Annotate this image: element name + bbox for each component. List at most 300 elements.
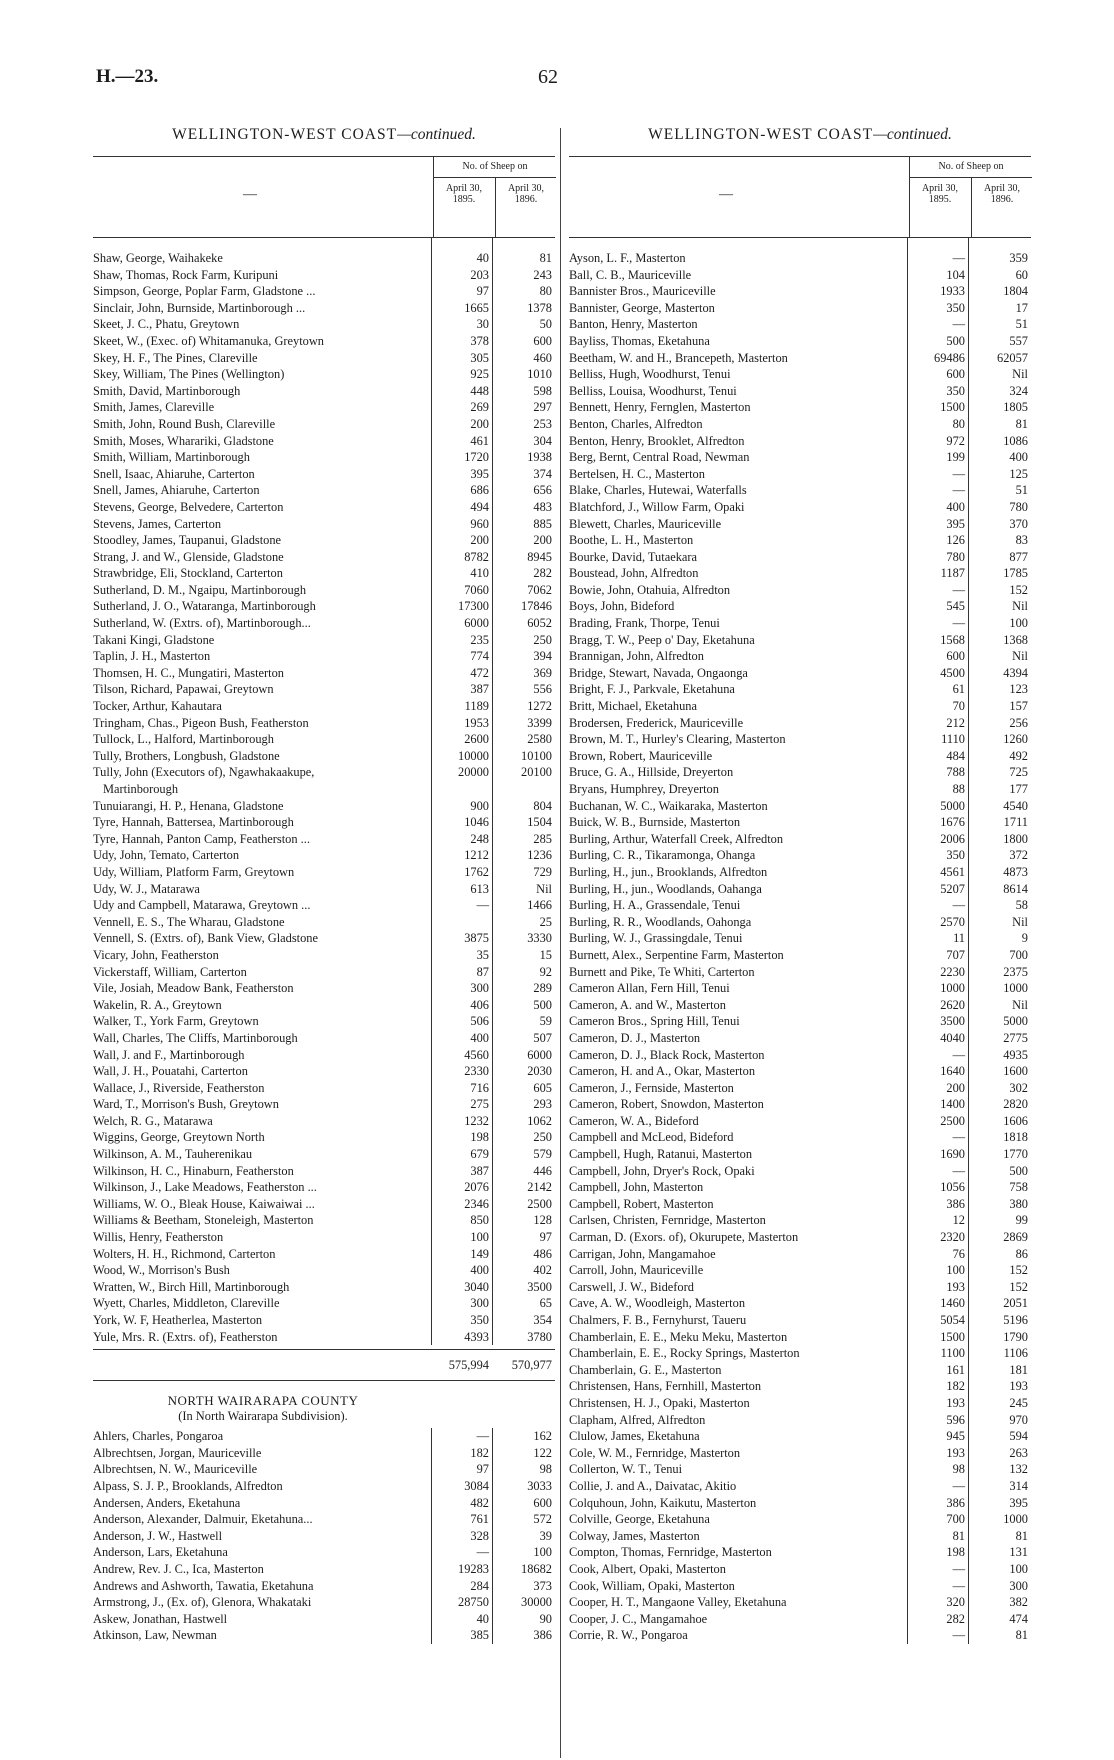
owner-name: Wall, J. H., Pouatahi, Carterton — [93, 1064, 248, 1079]
owner-name: Cameron Bros., Spring Hill, Tenui — [569, 1014, 740, 1029]
owner-name: Sutherland, W. (Extrs. of), Martinborough... — [93, 616, 311, 631]
owner-name: Vennell, E. S., The Wharau, Gladstone — [93, 914, 285, 929]
owner-name: Brown, Robert, Mauriceville — [569, 748, 713, 763]
owner-name: Banton, Henry, Masterton — [569, 317, 698, 332]
owner-name: Wood, W., Morrison's Bush — [93, 1263, 230, 1278]
sheep-1895: 679 — [470, 1147, 489, 1162]
sheep-1896: 193 — [1009, 1379, 1028, 1394]
sheep-1896: 474 — [1009, 1611, 1028, 1626]
sheep-1896: 200 — [533, 533, 552, 548]
sheep-1896: 372 — [1009, 848, 1028, 863]
sheep-1896: 500 — [1009, 1163, 1028, 1178]
left-table-body — [93, 238, 555, 1345]
table-row — [93, 366, 555, 383]
sheep-1896: 1600 — [1003, 1064, 1028, 1079]
owner-name: Burnett, Alex., Serpentine Farm, Masterton — [569, 947, 784, 962]
owner-name: Bertelsen, H. C., Masterton — [569, 466, 705, 481]
table-row — [93, 267, 555, 284]
sheep-1895: — — [952, 1047, 965, 1062]
table-row — [93, 964, 555, 981]
sheep-1896: 1272 — [527, 699, 552, 714]
owner-name: Snell, James, Ahiaruhe, Carterton — [93, 483, 260, 498]
table-row — [569, 698, 1031, 715]
sheep-1895: 600 — [946, 367, 965, 382]
sheep-1896: 1818 — [1003, 1130, 1028, 1145]
table-row — [93, 532, 555, 549]
owner-name: Campbell and McLeod, Bideford — [569, 1130, 734, 1145]
table-row — [569, 1113, 1031, 1130]
sheep-1895: — — [952, 1578, 965, 1593]
sheep-1896: 65 — [539, 1296, 552, 1311]
sheep-1896: 50 — [539, 317, 552, 332]
table-row — [93, 449, 555, 466]
table-row — [93, 549, 555, 566]
table-row — [93, 582, 555, 599]
owner-name: Brodersen, Frederick, Mauriceville — [569, 715, 744, 730]
sheep-1896: 2375 — [1003, 964, 1028, 979]
owner-name: Collie, J. and A., Daivatac, Akitio — [569, 1478, 737, 1493]
owner-name: Berg, Bernt, Central Road, Newman — [569, 450, 750, 465]
owner-name: Collerton, W. T., Tenui — [569, 1462, 683, 1477]
sheep-1895: 400 — [470, 1030, 489, 1045]
table-row — [93, 698, 555, 715]
sheep-1895: 4560 — [464, 1047, 489, 1062]
owner-name: Walker, T., York Farm, Greytown — [93, 1014, 259, 1029]
owner-name: Sutherland, J. O., Wataranga, Martinborough — [93, 599, 316, 614]
sheep-1896: 1938 — [527, 450, 552, 465]
sheep-1896: 2869 — [1003, 1230, 1028, 1245]
table-row — [93, 598, 555, 615]
owner-name: Cole, W. M., Fernridge, Masterton — [569, 1445, 741, 1460]
sheep-1896: 1466 — [527, 898, 552, 913]
sheep-1896: Nil — [1012, 599, 1028, 614]
sheep-1895: 2570 — [940, 914, 965, 929]
owner-name: Wall, Charles, The Cliffs, Martinborough — [93, 1030, 298, 1045]
owner-name: Cook, William, Opaki, Masterton — [569, 1578, 735, 1593]
table-row — [93, 1528, 555, 1545]
sheep-1895: 400 — [946, 499, 965, 514]
sheep-1896: 17846 — [521, 599, 552, 614]
sheep-1896: 99 — [1015, 1213, 1028, 1228]
sheep-1895: 1953 — [464, 715, 489, 730]
table-row — [569, 598, 1031, 615]
header-dash: — — [243, 187, 257, 202]
sheep-1896: 605 — [533, 1080, 552, 1095]
left-table-header — [93, 156, 555, 238]
sheep-1896: 51 — [1015, 483, 1028, 498]
sheep-1895: 300 — [470, 1296, 489, 1311]
col-1895-header: April 30, 1895. — [921, 183, 959, 205]
sheep-1896: 245 — [1009, 1395, 1028, 1410]
sheep-1895: 275 — [470, 1097, 489, 1112]
table-row — [569, 1378, 1031, 1395]
sheep-1895: 4040 — [940, 1030, 965, 1045]
table-row — [93, 1295, 555, 1312]
col-1896-header: April 30, 1896. — [971, 177, 1032, 237]
table-row — [93, 283, 555, 300]
sheep-1896: 4873 — [1003, 864, 1028, 879]
owner-name: Christensen, H. J., Opaki, Masterton — [569, 1395, 750, 1410]
owner-name: Tully, Brothers, Longbush, Gladstone — [93, 748, 280, 763]
sheep-1896: 81 — [1015, 1528, 1028, 1543]
table-row — [569, 1578, 1031, 1595]
owner-name: Shaw, Thomas, Rock Farm, Kuripuni — [93, 267, 279, 282]
sheep-1895: 506 — [470, 1014, 489, 1029]
owner-name: Shaw, George, Waihakeke — [93, 251, 223, 265]
sheep-1895: 972 — [946, 433, 965, 448]
sheep-1896: 1062 — [527, 1113, 552, 1128]
page-number: 62 — [538, 66, 558, 88]
sheep-1896: 8614 — [1003, 881, 1028, 896]
sheep-1895: 3040 — [464, 1279, 489, 1294]
table-row — [93, 383, 555, 400]
table-row — [93, 1113, 555, 1130]
owner-name: Compton, Thomas, Fernridge, Masterton — [569, 1545, 772, 1560]
table-row — [93, 482, 555, 499]
left-column — [93, 126, 555, 1644]
owner-name: Tocker, Arthur, Kahautara — [93, 699, 222, 714]
sheep-1895: 182 — [470, 1445, 489, 1460]
sheep-1895: 1400 — [940, 1097, 965, 1112]
sheep-1896: 600 — [533, 333, 552, 348]
table-row — [569, 1262, 1031, 1279]
section-subtitle: (In North Wairarapa Subdivision). — [178, 1409, 348, 1424]
sheep-1895: 780 — [946, 549, 965, 564]
sheep-1896: 263 — [1009, 1445, 1028, 1460]
table-row — [569, 433, 1031, 450]
sheep-1895: 945 — [946, 1429, 965, 1444]
owner-name: Boustead, John, Alfredton — [569, 566, 699, 581]
sheep-1895: 28750 — [458, 1595, 489, 1610]
owner-name: Vile, Josiah, Meadow Bank, Featherston — [93, 981, 294, 996]
owner-name: Armstrong, J., (Ex. of), Glenora, Whakataki — [93, 1595, 312, 1610]
sheep-1895: 387 — [470, 1163, 489, 1178]
owner-name: Cameron Allan, Fern Hill, Tenui — [569, 981, 730, 996]
sheep-1896: 656 — [533, 483, 552, 498]
sheep-1895: 104 — [946, 267, 965, 282]
sheep-1896: 380 — [1009, 1196, 1028, 1211]
table-row — [569, 1461, 1031, 1478]
sheep-1896: 100 — [533, 1545, 552, 1560]
sheep-1896: 152 — [1009, 1263, 1028, 1278]
sheep-1896: 700 — [1009, 947, 1028, 962]
sheep-1896: 2030 — [527, 1064, 552, 1079]
sheep-1896: 9 — [1021, 931, 1028, 946]
sheep-1895: 193 — [946, 1279, 965, 1294]
sheep-1895: 494 — [470, 499, 489, 514]
table-row — [569, 715, 1031, 732]
sheep-1895: 406 — [470, 997, 489, 1012]
sheep-1896: 780 — [1009, 499, 1028, 514]
sheep-1896: 1804 — [1003, 284, 1028, 299]
sheep-1895: 203 — [470, 267, 489, 282]
table-row — [569, 881, 1031, 898]
sheep-1896: Nil — [1012, 649, 1028, 664]
sheep-1896: 400 — [1009, 450, 1028, 465]
owner-name: Willis, Henry, Featherston — [93, 1230, 224, 1245]
table-row — [93, 715, 555, 732]
total-1896: 570,977 — [511, 1358, 552, 1373]
sheep-1895: 3084 — [464, 1478, 489, 1493]
sheep-1895: 1100 — [940, 1346, 965, 1361]
table-row — [569, 798, 1031, 815]
table-row — [569, 764, 1031, 781]
sheep-1895: 900 — [470, 798, 489, 813]
table-row — [569, 1295, 1031, 1312]
sheep-1896: 370 — [1009, 516, 1028, 531]
owner-name: Albrechtsen, Jorgan, Mauriceville — [93, 1445, 262, 1460]
owner-name: Bright, F. J., Parkvale, Eketahuna — [569, 682, 735, 697]
sheep-1896: 152 — [1009, 582, 1028, 597]
sheep-1896: 572 — [533, 1512, 552, 1527]
sheep-1895: 386 — [946, 1495, 965, 1510]
table-row — [93, 1561, 555, 1578]
table-row — [93, 847, 555, 864]
sheep-1895: 686 — [470, 483, 489, 498]
table-row — [569, 1080, 1031, 1097]
sheep-1895: 2346 — [464, 1196, 489, 1211]
sheep-1895: 328 — [470, 1528, 489, 1543]
sheep-1895: 378 — [470, 333, 489, 348]
owner-name: Askew, Jonathan, Hastwell — [93, 1611, 228, 1626]
owner-name: Strawbridge, Eli, Stockland, Carterton — [93, 566, 283, 581]
sheep-1895: 395 — [946, 516, 965, 531]
sheep-1896: 81 — [1015, 1628, 1028, 1643]
owner-name: Smith, William, Martinborough — [93, 450, 250, 465]
table-row — [569, 1362, 1031, 1379]
sheep-1895: 1189 — [464, 699, 489, 714]
table-row — [93, 350, 555, 367]
owner-name: Udy, W. J., Matarawa — [93, 881, 200, 896]
sheep-1896: 162 — [533, 1429, 552, 1444]
table-row — [569, 897, 1031, 914]
table-row — [569, 1312, 1031, 1329]
owner-name: Tullock, L., Halford, Martinborough — [93, 732, 274, 747]
table-row — [569, 648, 1031, 665]
sheep-1896: 132 — [1009, 1462, 1028, 1477]
sheep-1896: 253 — [533, 416, 552, 431]
owner-name: Smith, John, Round Bush, Clareville — [93, 416, 276, 431]
owner-name: Anderson, Alexander, Dalmuir, Eketahuna... — [93, 1512, 313, 1527]
sheep-1895: 1762 — [464, 864, 489, 879]
owner-name: Alpass, S. J. P., Brooklands, Alfredton — [93, 1478, 283, 1493]
sheep-1895: 4561 — [940, 864, 965, 879]
sheep-1895: 707 — [946, 947, 965, 962]
table-row — [569, 665, 1031, 682]
owner-name: Sutherland, D. M., Ngaipu, Martinborough — [93, 582, 307, 597]
right-column-title: WELLINGTON-WEST COAST—continued. — [648, 126, 952, 143]
owner-name: Brading, Frank, Thorpe, Tenui — [569, 616, 720, 631]
table-row — [93, 1196, 555, 1213]
sheep-1895: 484 — [946, 748, 965, 763]
table-row — [93, 1478, 555, 1495]
table-row — [569, 864, 1031, 881]
owner-name: Skey, H. F., The Pines, Clareville — [93, 350, 258, 365]
owner-name: Boys, John, Bideford — [569, 599, 675, 614]
sheep-1896: 304 — [533, 433, 552, 448]
sheep-1896: Nil — [536, 881, 552, 896]
owner-name: Bragg, T. W., Peep o' Day, Eketahuna — [569, 632, 755, 647]
owner-name: Vennell, S. (Extrs. of), Bank View, Gladstone — [93, 931, 319, 946]
table-row — [569, 316, 1031, 333]
owner-name: Wall, J. and F., Martinborough — [93, 1047, 245, 1062]
sheep-1896: 3399 — [527, 715, 552, 730]
sheep-1896: 1010 — [527, 367, 552, 382]
table-row — [93, 1329, 555, 1346]
table-row — [93, 632, 555, 649]
sheep-1896: 256 — [1009, 715, 1028, 730]
table-row — [93, 1163, 555, 1180]
owner-name: York, W. F, Heatherlea, Masterton — [93, 1313, 263, 1327]
table-row — [93, 1445, 555, 1462]
table-row — [569, 914, 1031, 931]
sheep-1896: 157 — [1009, 699, 1028, 714]
sheep-1896: 2820 — [1003, 1097, 1028, 1112]
sheep-1896: 1805 — [1003, 400, 1028, 415]
column-divider — [560, 128, 561, 1758]
sheep-1896: 98 — [539, 1462, 552, 1477]
sheep-1896: 386 — [533, 1628, 552, 1643]
sheep-1895: 100 — [946, 1263, 965, 1278]
sheep-1896: 1368 — [1003, 632, 1028, 647]
sheep-1896: 446 — [533, 1163, 552, 1178]
table-row — [569, 1412, 1031, 1429]
sheep-1896: 59 — [539, 1014, 552, 1029]
table-row — [93, 1080, 555, 1097]
owner-name: Benton, Henry, Brooklet, Alfredton — [569, 433, 745, 448]
owner-name: Taplin, J. H., Masterton — [93, 649, 211, 664]
sheep-1895: 80 — [952, 416, 965, 431]
sheep-1895: — — [476, 898, 489, 913]
sheep-1896: 1000 — [1003, 981, 1028, 996]
total-1895: 575,994 — [448, 1358, 489, 1373]
table-row — [93, 1030, 555, 1047]
table-row — [93, 648, 555, 665]
sheep-1895: 69486 — [934, 350, 965, 365]
sheep-1895: 1460 — [940, 1296, 965, 1311]
sheep-1896: 486 — [533, 1246, 552, 1261]
table-row — [93, 565, 555, 582]
sheep-1895: 19283 — [458, 1561, 489, 1576]
sheep-1895: 3500 — [940, 1014, 965, 1029]
sheep-1896: 81 — [1015, 416, 1028, 431]
owner-name: Skey, William, The Pines (Wellington) — [93, 367, 285, 382]
table-row — [93, 1063, 555, 1080]
sheep-1895: 98 — [952, 1462, 965, 1477]
owner-name: Ball, C. B., Mauriceville — [569, 267, 692, 282]
sheep-1895: — — [952, 1478, 965, 1493]
sheep-1896: 86 — [1015, 1246, 1028, 1261]
owner-name: Buick, W. B., Burnside, Masterton — [569, 815, 741, 830]
sheep-1895: 1690 — [940, 1147, 965, 1162]
owner-name: Simpson, George, Poplar Farm, Gladstone ... — [93, 284, 316, 299]
table-row — [93, 300, 555, 317]
sheep-1895: — — [952, 582, 965, 597]
sheep-1895: 395 — [470, 466, 489, 481]
owner-name: Belliss, Louisa, Woodhurst, Tenui — [569, 383, 737, 398]
sheep-1896: 369 — [533, 665, 552, 680]
sheep-1895: 97 — [476, 1462, 489, 1477]
owner-name: Vickerstaff, William, Carterton — [93, 964, 247, 979]
sheep-1895: 2500 — [940, 1113, 965, 1128]
sheep-1895: 600 — [946, 649, 965, 664]
table-row — [569, 1544, 1031, 1561]
owner-name: Christensen, Hans, Fernhill, Masterton — [569, 1379, 762, 1394]
sheep-1896: 594 — [1009, 1429, 1028, 1444]
table-row — [93, 1544, 555, 1561]
owner-name: Burling, R. R., Woodlands, Oahonga — [569, 914, 752, 929]
sheep-1895: 400 — [470, 1263, 489, 1278]
owner-name: Bayliss, Thomas, Eketahuna — [569, 333, 710, 348]
sheep-1896: 100 — [1009, 1561, 1028, 1576]
sheep-1896: 2580 — [527, 732, 552, 747]
sheep-1896: 25 — [539, 914, 552, 929]
table-row — [569, 947, 1031, 964]
table-row — [93, 980, 555, 997]
owner-name: Wallace, J., Riverside, Featherston — [93, 1080, 265, 1095]
sheep-1896: 51 — [1015, 317, 1028, 332]
owner-name: Benton, Charles, Alfredton — [569, 416, 703, 431]
sheep-1896: 62057 — [997, 350, 1028, 365]
owner-name: Carswell, J. W., Bideford — [569, 1279, 694, 1294]
sheep-1895: — — [952, 1163, 965, 1178]
owner-name: Burling, W. J., Grassingdale, Tenui — [569, 931, 743, 946]
owner-name: Chalmers, F. B., Fernyhurst, Taueru — [569, 1313, 747, 1327]
sheep-1895: 8782 — [464, 549, 489, 564]
table-row — [569, 1345, 1031, 1362]
sheep-1895: 193 — [946, 1395, 965, 1410]
owner-name: Bourke, David, Tutaekara — [569, 549, 698, 564]
sheep-1896: 1711 — [1003, 815, 1028, 830]
sheep-1896: 394 — [533, 649, 552, 664]
table-row — [569, 565, 1031, 582]
table-row — [569, 549, 1031, 566]
sheep-1896: 382 — [1009, 1595, 1028, 1610]
sheep-1896: 460 — [533, 350, 552, 365]
sheep-1896: 6052 — [527, 616, 552, 631]
sheep-1895: 613 — [470, 881, 489, 896]
sheep-1896: 125 — [1009, 466, 1028, 481]
sheep-1895: 76 — [952, 1246, 965, 1261]
sheep-1896: 8945 — [527, 549, 552, 564]
owner-name: Stoodley, James, Taupanui, Gladstone — [93, 533, 282, 548]
table-row — [569, 1063, 1031, 1080]
owner-name: Brannigan, John, Alfredton — [569, 649, 704, 664]
sheep-1896: 373 — [533, 1578, 552, 1593]
sheep-1895: 5054 — [940, 1313, 965, 1327]
sheep-1896: 5196 — [1003, 1313, 1028, 1327]
table-row — [569, 399, 1031, 416]
table-row — [569, 1163, 1031, 1180]
table-row — [569, 847, 1031, 864]
sheep-1896: 302 — [1009, 1080, 1028, 1095]
sheep-1895: — — [952, 483, 965, 498]
group-header-label: No. of Sheep on — [910, 157, 1032, 178]
sheep-1896: 243 — [533, 267, 552, 282]
owner-name: Thomsen, H. C., Mungatiri, Masterton — [93, 665, 285, 680]
sheep-1895: 1000 — [940, 981, 965, 996]
owner-name: Stevens, James, Carterton — [93, 516, 222, 531]
table-row — [93, 665, 555, 682]
sheep-1896: 579 — [533, 1147, 552, 1162]
sheep-1895: 716 — [470, 1080, 489, 1095]
sheep-1896: 2775 — [1003, 1030, 1028, 1045]
table-row — [569, 930, 1031, 947]
owner-name: Chamberlain, G. E., Masterton — [569, 1362, 722, 1377]
sheep-1896: 1606 — [1003, 1113, 1028, 1128]
sheep-1895: 248 — [470, 831, 489, 846]
owner-name: Campbell, Hugh, Ratanui, Masterton — [569, 1147, 753, 1162]
